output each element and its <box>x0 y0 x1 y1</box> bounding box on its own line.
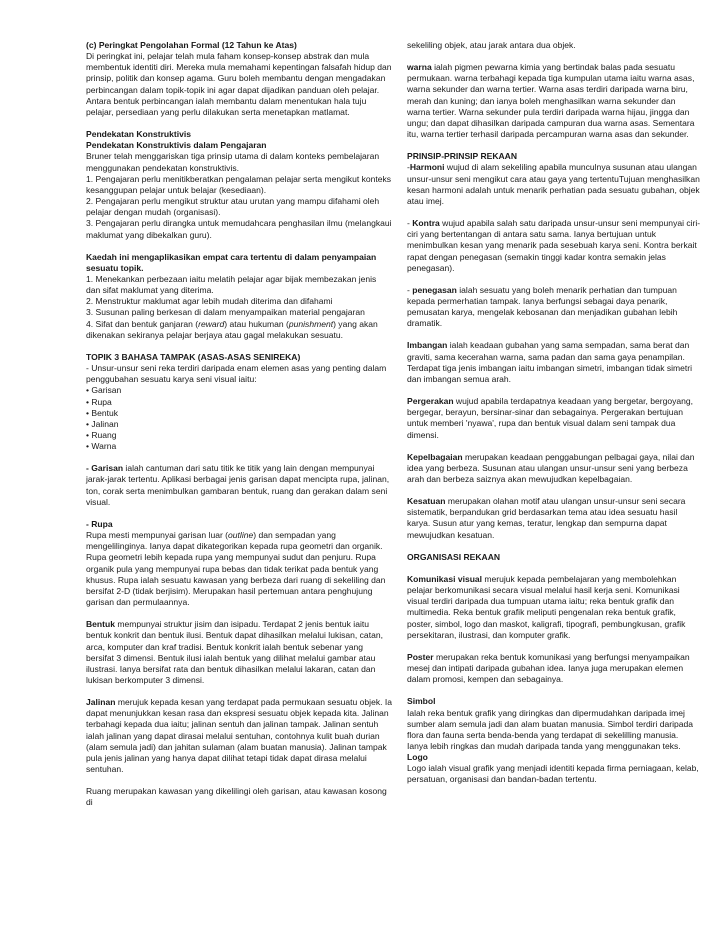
garisan-term: - Garisan <box>86 463 124 474</box>
simbol-paragraph: Simbol Ialah reka bentuk grafik yang diringkas dan dipermudahkan daripada imej sumber alam semula jadi dan alam buatan manusia. Simbol terdiri daripada flora dan fauna serta benda-benda yang terdapat di sekelilling manusia. Ianya lebih ringkas dan mudah daripada tanda yang menggunakan teks. Logo Logo ialah visual grafik yang menjadi identiti kepada firma perniagaan, kelab, persatuan, organisasi dan bandan-badan tertentu. <box>407 696 699 785</box>
kepelbagaian-paragraph: Kepelbagaian merupakan keadaan penggabungan pelbagai gaya, nilai dan idea yang berbeza. Susunan atau ulangan unsur-unsur seni yang berbeza arah dan berbeza saiznya akan mewujudkan kepelbagaian. <box>407 451 695 484</box>
list-item: • Warna <box>86 441 117 452</box>
penegasan-paragraph: - penegasan ialah sesuatu yang boleh menarik perhatian dan tumpuan kepada permerhatian tampak. Ianya berfungsi sebagai daya penarik, pemusatan karya, mengelak kebosanan dan menjadikan gubahan lebih dramatik. <box>407 284 678 329</box>
method-point: 3. Susunan paling berkesan di dalam menyampaikan material pengajaran <box>86 307 365 318</box>
constructivist-point: 3. Pengajaran perlu dirangka untuk memudahcara penghasilan ilmu (melangkaui maklumat yang dibekalkan guru). <box>86 218 392 240</box>
topic3-intro: - Unsur-unsur seni reka terdiri daripada enam elemen asas yang penting dalam penggubahan sesuatu karya seni visual iaitu: <box>86 363 387 385</box>
harmoni-paragraph: PRINSIP-PRINSIP REKAAN -Harmoni wujud di alam sekeliling apabila munculnya susunan atau ulangan unsur-unsur seni mengikut cara atau gaya yang tertentuTujuan menghasilkan kesan harmoni adalah untuk menarik perhatian pada sesuatu gubahan, objek atau imej. <box>407 151 700 206</box>
ruang-continuation: sekeliling objek, atau jarak antara dua objek. <box>407 40 576 50</box>
method-section <box>86 252 392 341</box>
formal-stage-section <box>86 40 392 118</box>
warna-term: warna <box>407 62 432 73</box>
imbangan-paragraph: Imbangan ialah keadaan gubahan yang sama sempadan, sama berat dan graviti, sama kecerahan warna, sama padan dan sama gaya penampilan. Terdapat tiga jenis imbangan iaitu imbangan simetri, imbangan tidak simetri dan imbangan semua arah. <box>407 340 693 384</box>
komunikasi-term: Komunikasi visual <box>407 573 483 584</box>
komunikasi-paragraph: Komunikasi visual merujuk kepada pembelajaran yang membolehkan pelajar berkomunikasi secara visual melalui hasil kerja seni. Komunikasi visual terdiri daripada dua tumpuan utama iaitu; reka bentuk grafik dan multimedia. Reka bentuk grafik meliputi pengenalan reka bentuk grafik, poster, simbol, logo dan maskot, kaligrafi, tipografi, pembungkusan, grafik persekitaran, ilustrasi, dan komputer grafik. <box>407 573 686 640</box>
pergerakan-term: Pergerakan <box>407 396 454 407</box>
poster-paragraph: Poster merupakan reka bentuk komunikasi yang berfungsi menyampaikan mesej dan intipati daripada gubahan idea. Ianya juga merupakan elemen dalam promosi, kempen dan sebagainya. <box>407 651 690 685</box>
harmoni-term: Harmoni <box>409 162 445 173</box>
topic3-section <box>86 352 392 385</box>
rupa-term: - Rupa <box>86 518 113 529</box>
simbol-heading: Simbol <box>407 696 436 707</box>
pergerakan-paragraph: Pergerakan wujud apabila terdapatnya keadaan yang bergetar, bergoyang, bergegar, berayun, bersinar-sinar dan sebagainya. Pergerakan bertujuan untuk memberi 'nyawa', rupa dan bentuk visual dalam seni tampak dua dimensi. <box>407 396 694 440</box>
formal-stage-text: Di peringkat ini, pelajar telah mula faham konsep-konsep abstrak dan mula membentuk identiti diri. Mereka mula memahami kepentingan falsafah hidup dan prinsip, politik dan konsep agama. Guru boleh membantu dengan mengadakan perbincangan dalam topik-topik ini agar dapat dijadikan panduan oleh pelajar. Antara bentuk perbincangan ialah membantu dalam menentukan hala tuju pelajar, persediaan yang perlu dilakukan serta menetapkan matlamat. <box>86 51 392 117</box>
jalinan-term: Jalinan <box>86 697 116 708</box>
kesatuan-paragraph: Kesatuan merupakan olahan motif atau ulangan unsur-unsur seni secara sistematik, berpandukan grid berdasarkan tema atau idea sesuatu hasil karya. Susun atur yang kemas, teratur, lengkap dan sempurna dapat mewujudkan kesatuan. <box>407 496 686 540</box>
list-item: • Garisan <box>86 385 122 396</box>
kontra-term: Kontra <box>412 218 440 229</box>
constructivist-section <box>86 129 392 241</box>
method-point: 1. Menekankan perbezaan iaitu melatih pelajar agar bijak membezakan jenis dan sifat maklumat yang diterima. <box>86 273 377 296</box>
penegasan-term: penegasan <box>412 284 457 295</box>
logo-text: Logo ialah visual grafik yang menjadi identiti kepada firma perniagaan, kelab, persatuan, organisasi dan bandan-badan tertentu. <box>407 763 699 785</box>
list-item: • Rupa <box>86 396 112 407</box>
method-point: 2. Menstruktur maklumat agar lebih mudah diterima dan difahami <box>86 296 333 307</box>
list-item: • Jalinan <box>86 418 119 429</box>
right-column <box>407 40 701 786</box>
prinsip-heading: PRINSIP-PRINSIP REKAAN <box>407 151 518 162</box>
list-item: • Ruang <box>86 430 117 440</box>
organisasi-heading: ORGANISASI REKAAN <box>407 551 501 562</box>
rupa-paragraph: - Rupa Rupa mesti mempunyai garisan luar (outline) dan sempadan yang mengelilinginya. Ianya dapat dikategorikan kepada rupa geometri dan organik. Rupa geometri lebih kepada rupa yang mempunyai sudut dan penjuru. Rupa organik pula yang mempunyai rupa bebas dan tidak terikat pada bentuk yang khusus. Rupa ialah sesuatu kawasan yang berbeza dari ruang di sekeliling dan bersifat 2-D (tidak berjisim). Merupakan hasil pertemuan antara penghujung garisan dan permulaannya. <box>86 518 386 608</box>
warna-paragraph: warna ialah pigmen pewarna kimia yang bertindak balas pada sesuatu permukaan. warna terbahagi kepada tiga kumpulan utama iaitu warna asas, warna sekunder dan warna tertier. Warna asas terdiri daripada warna biru, merah dan kuning; dan ianya boleh menghasilkan warna sekunder dan warna tertier. Warna sekunder pula terdiri daripada warna hijau, jingga dan ungu; dan dapat dihasilkan daripada campuran dua warna asas. Sementara itu, warna tertier terhasil daripada percampuran warna asas dan sekunder. <box>407 62 695 140</box>
bentuk-term: Bentuk <box>86 619 115 630</box>
method-point-4: 4. Sifat dan bentuk ganjaran (reward) atau hukuman (punishment) yang akan dikenakan sekiranya pelajar berjaya atau gagal melakukan sesuatu. <box>86 318 378 340</box>
list-item: • Bentuk <box>86 407 118 418</box>
constructivist-point: 1. Pengajaran perlu menitikberatkan pengalaman pelajar serta mengikut konteks kesanggupan pelajar untuk belajar (kesediaan). <box>86 173 392 195</box>
method-heading: Kaedah ini mengaplikasikan empat cara tertentu di dalam penyampaian sesuatu topik. <box>86 251 377 273</box>
garisan-paragraph: - Garisan ialah cantuman dari satu titik ke titik yang lain dengan mempunyai jarak-jarak tertentu. Aplikasi berbagai jenis garisan dapat mencipta rupa, jalinan, ton, corak serta menimbulkan gambaran bentuk, ruang dan gerakan dalam seni visual. <box>86 463 390 507</box>
constructivist-heading: Pendekatan Konstruktivis <box>86 129 191 140</box>
jalinan-paragraph: Jalinan merujuk kepada kesan yang terdapat pada permukaan sesuatu objek. Ia dapat menunjukkan kesan rasa dan ekspresi sesuatu objek kepada kita. Jalinan terbahagi kepada dua iaitu; jalinan sentuh dan jalinan tampak. Jalinan sentuh ialah jalinan yang dapat dirasai melalui sentuhan, contohnya kulit buah durian (alam semula jadi) dan jahitan sulaman (alam buatan manusia). Jalinan tampak pula jenis jalinan yang hanya dapat dilihat tetapi tidak dapat dirasa melalui sentuhan. <box>86 697 392 775</box>
imbangan-term: Imbangan <box>407 340 448 351</box>
bentuk-paragraph: Bentuk mempunyai struktur jisim dan isipadu. Terdapat 2 jenis bentuk iaitu bentuk konkrit dan bentuk ilusi. Bentuk dapat dihasilkan melalui lukisan, catan, arca, komputer dan kraf tradisi. Bentuk konkrit ialah bentuk sebenar yang bersifat 3 dimensi. Bentuk ilusi ialah bentuk yang dilihat melalui gambar atau ilustrasi. Ianya bersifat rata dan bentuk dihasilkan melalui lakaran, catan dan lukisan berkomputer 3 dimensi. <box>86 619 383 685</box>
elements-list <box>86 385 392 452</box>
left-column <box>86 40 392 820</box>
constructivist-intro: Bruner telah menggariskan tiga prinsip utama di dalam konteks pembelajaran menggunakan pendekatan konstruktivis. <box>86 151 380 173</box>
poster-term: Poster <box>407 651 434 662</box>
kepelbagaian-term: Kepelbagaian <box>407 451 463 462</box>
ruang-paragraph: Ruang merupakan kawasan yang dikelilingi oleh garisan, atau kawasan kosong di <box>86 786 387 808</box>
kontra-paragraph: - Kontra wujud apabila salah satu daripada unsur-unsur seni mempunyai ciri-ciri yang bertentangan di antara satu sama. Ianya bertujuan untuk menimbulkan kesan yang menarik pada sesebuah karya seni. Kontra berkait rapat dengan penegasan (semakin tinggi kadar kontra semakin jelas penegasan). <box>407 218 701 273</box>
constructivist-point: 2. Pengajaran perlu mengikut struktur atau urutan yang mampu difahami oleh pelajar dengan mudah (organisasi). <box>86 196 380 218</box>
topic3-heading: TOPIK 3 BAHASA TAMPAK (ASAS-ASAS SENIREKA) <box>86 351 301 362</box>
kesatuan-term: Kesatuan <box>407 496 446 507</box>
constructivist-teaching-heading: Pendekatan Konstruktivis dalam Pengajaran <box>86 140 267 151</box>
formal-stage-heading: (c) Peringkat Pengolahan Formal (12 Tahun ke Atas) <box>86 40 297 50</box>
logo-heading: Logo <box>407 752 428 763</box>
